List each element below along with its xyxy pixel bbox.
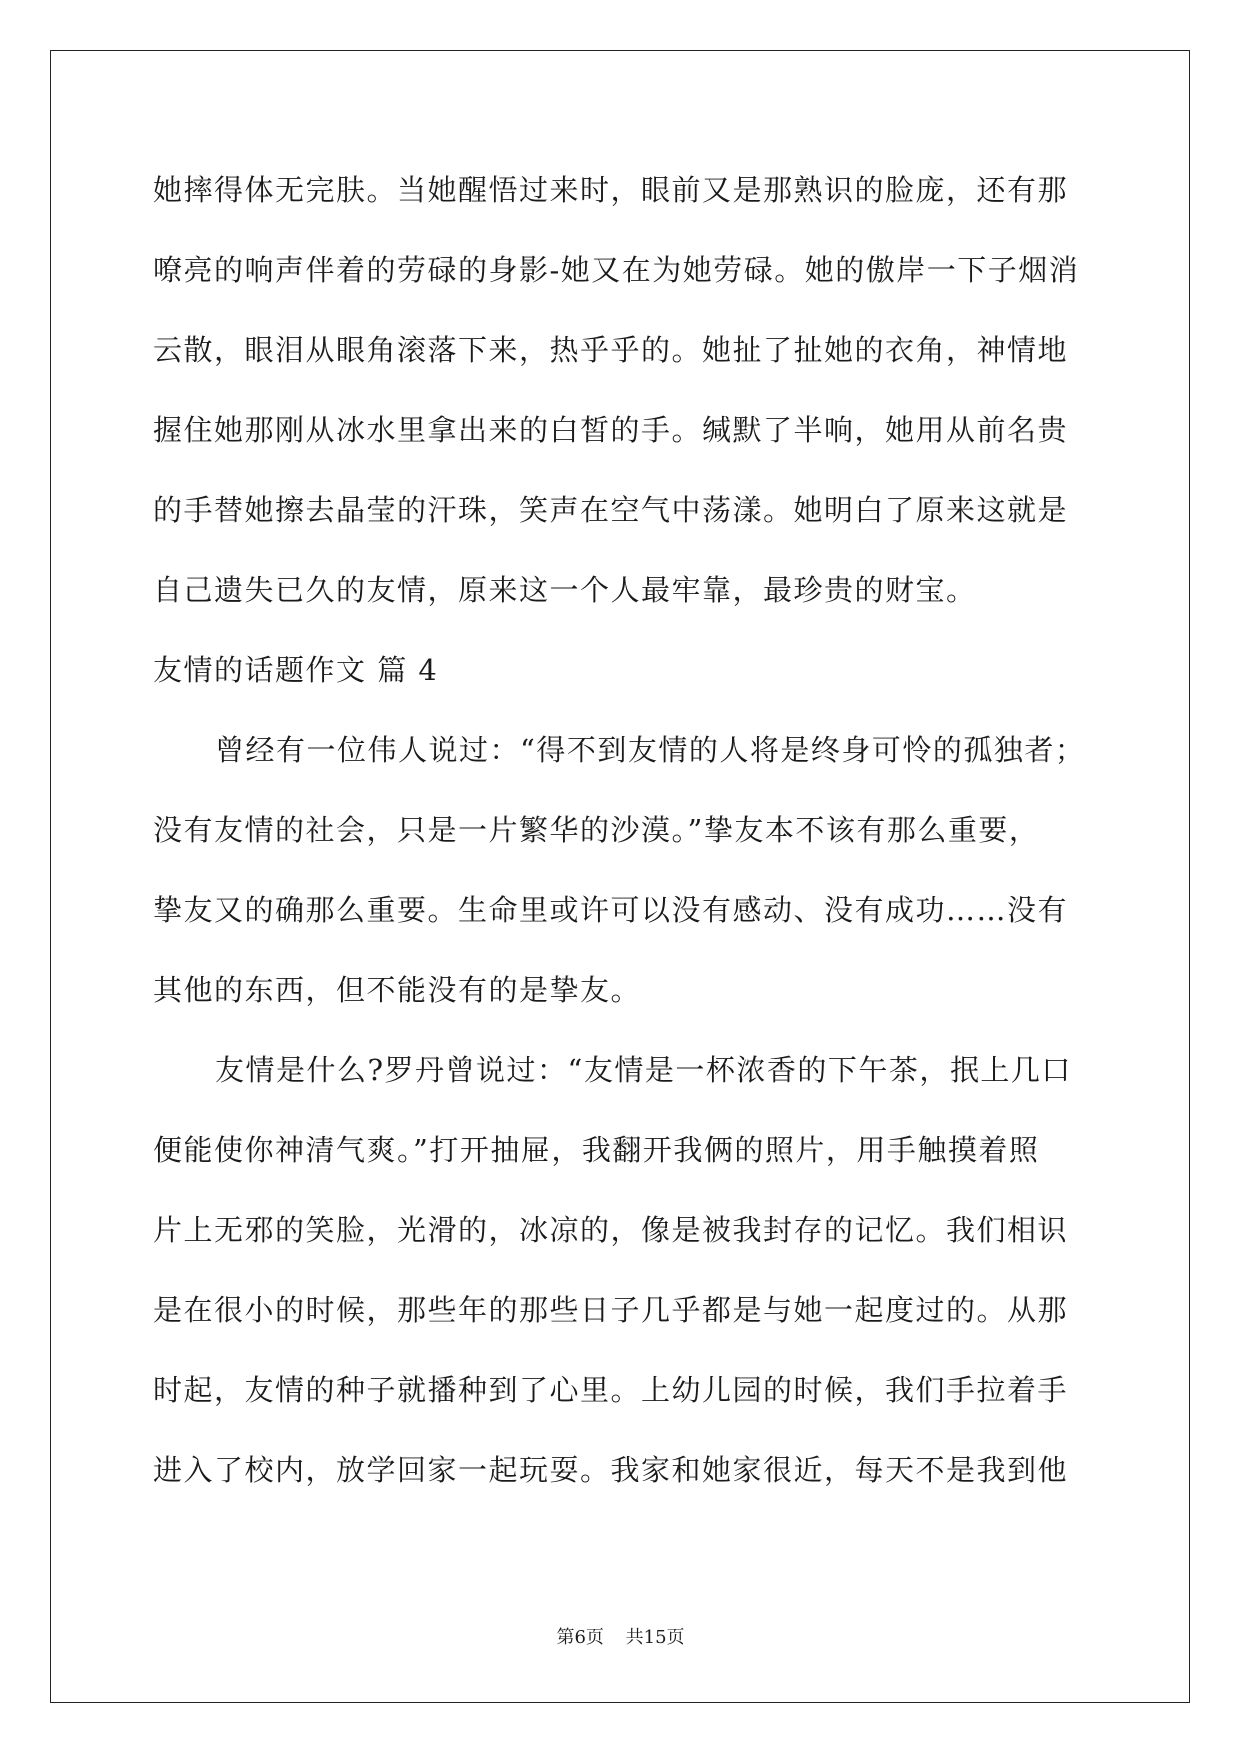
- paragraph-line: 是在很小的时候，那些年的那些日子几乎都是与她一起度过的。从那: [153, 1293, 1069, 1327]
- paragraph-line: 云散，眼泪从眼角滚落下来，热乎乎的。她扯了扯她的衣角，神情地: [153, 333, 1069, 367]
- paragraph-line: 片上无邪的笑脸，光滑的，冰凉的，像是被我封存的记忆。我们相识: [153, 1213, 1069, 1247]
- paragraph-line: 友情是什么?罗丹曾说过：“友情是一杯浓香的下午茶，抿上几口: [215, 1053, 1072, 1087]
- paragraph-line: 嘹亮的响声伴着的劳碌的身影-她又在为她劳碌。她的傲岸一下子烟消: [153, 253, 1080, 287]
- paragraph-line: 的手替她擦去晶莹的汗珠，笑声在空气中荡漾。她明白了原来这就是: [153, 493, 1069, 527]
- paragraph-line: 进入了校内，放学回家一起玩耍。我家和她家很近，每天不是我到他: [153, 1453, 1069, 1487]
- paragraph-line: 自己遗失已久的友情，原来这一个人最牢靠，最珍贵的财宝。: [153, 573, 977, 607]
- paragraph-line: 时起，友情的种子就播种到了心里。上幼儿园的时候，我们手拉着手: [153, 1373, 1069, 1407]
- paragraph-line: 挚友又的确那么重要。生命里或许可以没有感动、没有成功……没有: [153, 893, 1069, 927]
- section-heading: 友情的话题作文 篇 4: [153, 653, 439, 687]
- paragraph-line: 她摔得体无完肤。当她醒悟过来时，眼前又是那熟识的脸庞，还有那: [153, 173, 1069, 207]
- paragraph-line: 没有友情的社会，只是一片繁华的沙漠。”挚友本不该有那么重要，: [153, 813, 1040, 847]
- paragraph-line: 便能使你神清气爽。”打开抽屉，我翻开我俩的照片，用手触摸着照: [153, 1133, 1040, 1167]
- paragraph-line: 握住她那刚从冰水里拿出来的白皙的手。缄默了半响，她用从前名贵: [153, 413, 1069, 447]
- paragraph-line: 曾经有一位伟人说过：“得不到友情的人将是终身可怜的孤独者；: [215, 733, 1086, 767]
- page-total: 共15页: [625, 1627, 685, 1648]
- page-number: 第6页: [556, 1627, 604, 1648]
- paragraph-line: 其他的东西，但不能没有的是挚友。: [153, 973, 642, 1007]
- page-footer: [0, 1626, 1241, 1650]
